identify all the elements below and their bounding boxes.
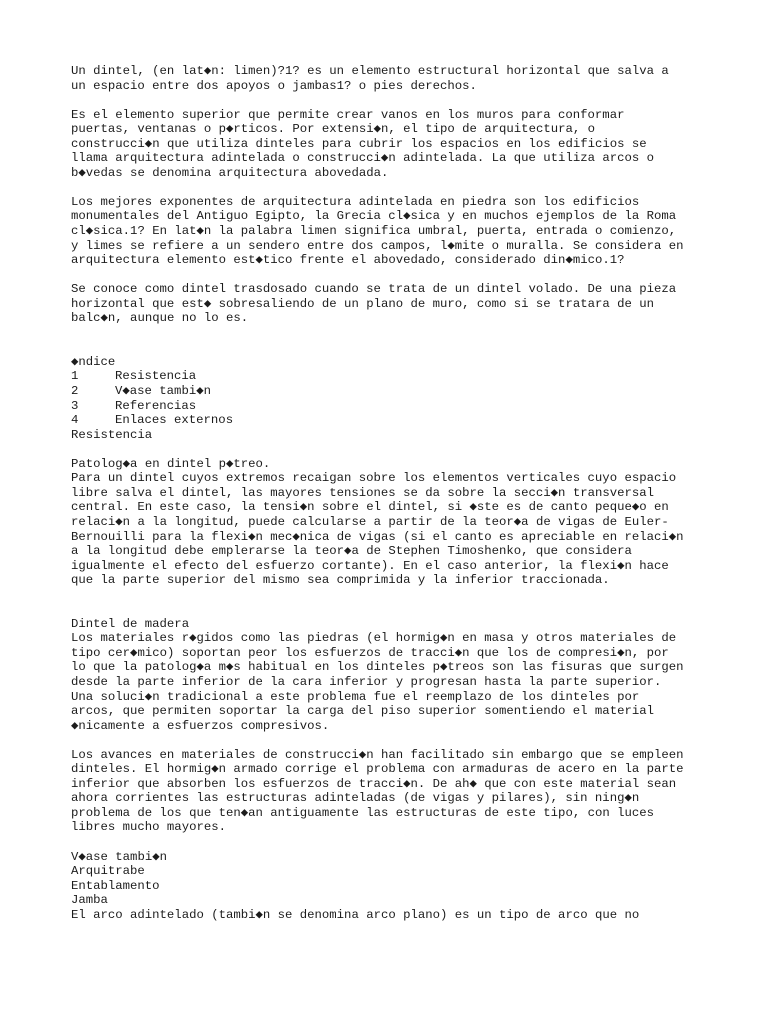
section-resistencia <box>71 428 761 588</box>
madera-body-1: Los materiales r◆gidos como las piedras (el hormig◆n en masa y otros materiales de tipo cer◆mico) soportan peor los esfuerzos de tracci◆n que los de compresi◆n, por lo que la patolog◆a m◆s habitual en los dinteles p◆treos son las fisuras que surgen desde la parte inferior de la cara inferior y progresan hasta la parte superior. Una soluci◆n tradicional a este problema fue el reemplazo de los dinteles por arcos, que permiten soportar la carga del piso superior somentiendo el material ◆nicamente a esfuerzos compresivos. <box>71 631 684 733</box>
paragraph-spacer <box>71 835 761 850</box>
paragraph-spacer <box>71 268 761 283</box>
toc-heading: ◆ndice <box>71 354 116 369</box>
document-page <box>71 64 761 922</box>
toc-item-number: 2 <box>71 384 79 399</box>
see-also-link[interactable]: Jamba <box>71 893 108 908</box>
madera-body-2: Los avances en materiales de construcci◆n han facilitado sin embargo que se empleen dinteles. El hormig◆n armado corrige el problema con armaduras de acero en la parte inferior que absorben los esfuerzos de tracci◆n. De ah◆ que con este material sean ahora corrientes las estructuras adinteladas (de vigas y pilares), sin ning◆n problema de los que ten◆an antiguamente las estructuras de este tipo, con luces libres mucho mayores. <box>71 747 684 835</box>
section-spacer <box>71 326 761 355</box>
toc-item-label[interactable]: V◆ase tambi◆n <box>115 384 211 399</box>
image-caption: Patolog◆a en dintel p◆treo. <box>71 456 271 471</box>
toc-item-number: 4 <box>71 413 79 428</box>
resistencia-body: Para un dintel cuyos extremos recaigan sobre los elementos verticales cuyo espacio libre salva el dintel, las mayores tensiones se da sobre la secci◆n transversal central. En este caso, la tensi◆n sobre el dintel, si ◆ste es de canto peque◆o en relaci◆n a la longitud, puede calcularse a partir de la teor◆a de vigas de Euler- Bernouilli para la flexi◆n mec◆nica de vigas (si el canto es apreciable en relaci◆n a la longitud debe emplerarse la teor◆a de Stephen Timoshenko, que considera igualmente el efecto del esfuerzo cortante). En el caso anterior, la flexi◆n hace que la parte superior del mismo sea comprimida y la inferior traccionada. <box>71 471 684 588</box>
toc-item[interactable] <box>71 399 761 414</box>
trailing-paragraph: El arco adintelado (tambi◆n se denomina arco plano) es un tipo de arco que no <box>71 907 640 922</box>
paragraph-spacer <box>71 180 761 195</box>
toc-item-label[interactable]: Resistencia <box>115 369 197 384</box>
section-dintel-madera <box>71 617 761 835</box>
table-of-contents <box>71 355 761 428</box>
trasdosado-paragraph: Se conoce como dintel trasdosado cuando se trata de un dintel volado. De una pieza horizontal que est◆ sobresaliendo de un plano de muro, como si se tratara de un balc◆n, aunque no lo es. <box>71 282 677 326</box>
paragraph-spacer <box>71 442 761 457</box>
toc-item-label[interactable]: Enlaces externos <box>115 413 234 428</box>
toc-item-number: 1 <box>71 369 79 384</box>
see-also-link[interactable]: Arquitrabe <box>71 864 145 879</box>
history-paragraph: Los mejores exponentes de arquitectura adintelada en piedra son los edificios monumentales del Antiguo Egipto, la Grecia cl◆sica y en muchos ejemplos de la Roma cl◆sica.1? En lat◆n la palabra limen significa umbral, puerta, entrada o comienzo, y limes se refiere a un sendero entre dos campos, l◆mite o muralla. Se considera en arquitectura elemento est◆tico frente el abovedado, considerado din◆mico.1? <box>71 194 684 268</box>
toc-item[interactable] <box>71 413 761 428</box>
section-heading: Dintel de madera <box>71 616 190 631</box>
see-also-link[interactable]: Entablamento <box>71 878 160 893</box>
intro-paragraph: Un dintel, (en lat◆n: limen)?1? es un elemento estructural horizontal que salva a un espacio entre dos apoyos o jambas1? o pies derechos. <box>71 64 669 93</box>
toc-item[interactable] <box>71 369 761 384</box>
toc-item-number: 3 <box>71 398 79 413</box>
section-heading: V◆ase tambi◆n <box>71 849 167 864</box>
definition-paragraph: Es el elemento superior que permite crear vanos en los muros para conformar puertas, ventanas o p◆rticos. Por extensi◆n, el tipo de arquitectura, o construcci◆n que utiliza dinteles para cubrir los espacios en los edificios se llama arquitectura adintelada o construcci◆n adintelada. La que utiliza arcos o b◆vedas se denomina arquitectura abovedada. <box>71 107 654 180</box>
section-vease-tambien <box>71 850 761 923</box>
toc-item[interactable] <box>71 384 761 399</box>
section-spacer <box>71 588 761 617</box>
section-heading: Resistencia <box>71 427 153 442</box>
paragraph-spacer <box>71 733 761 748</box>
toc-item-label[interactable]: Referencias <box>115 398 197 413</box>
paragraph-spacer <box>71 93 761 108</box>
